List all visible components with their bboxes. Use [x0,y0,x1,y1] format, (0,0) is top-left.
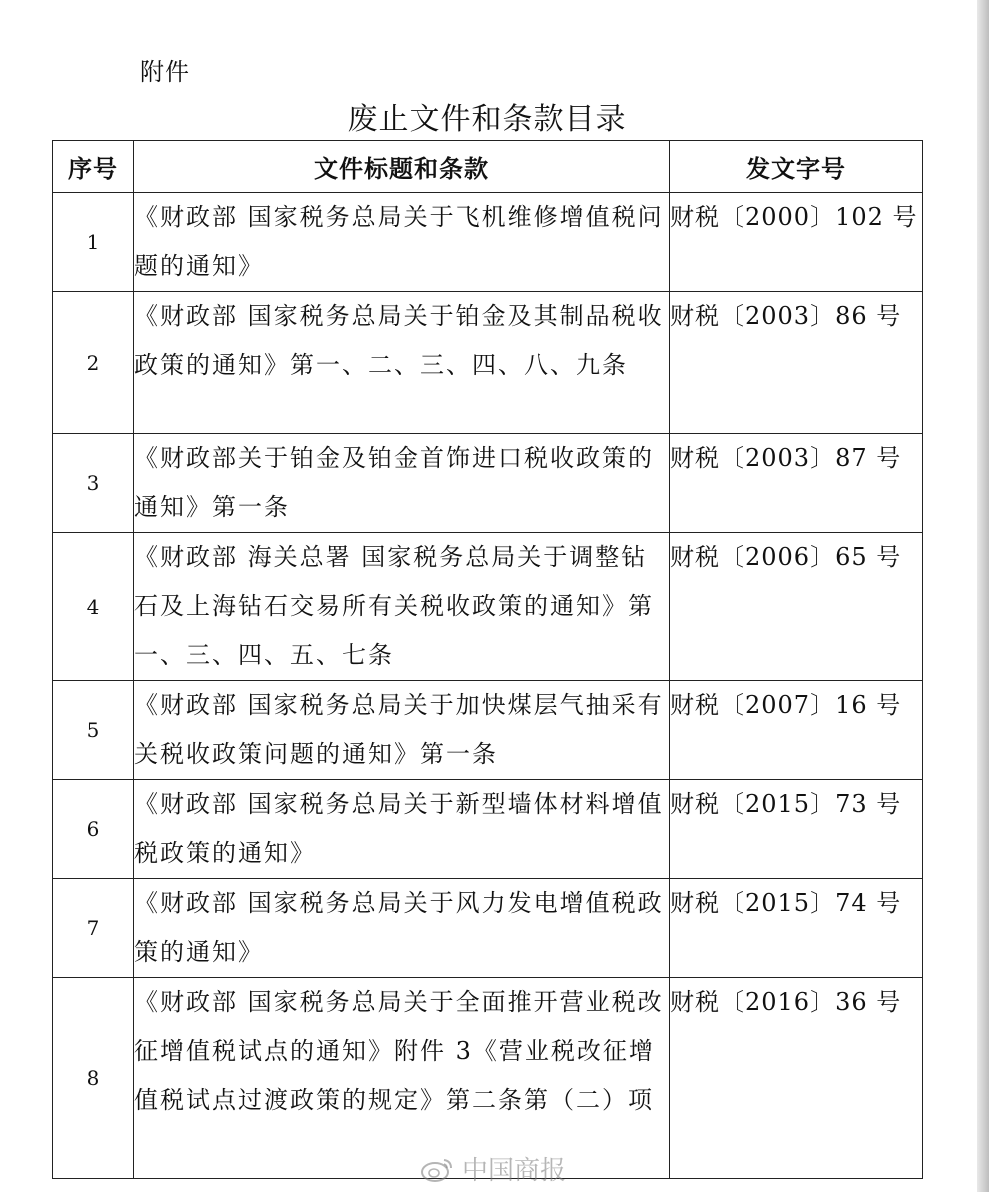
row-doc-no: 财税〔2006〕65 号 [670,533,923,681]
row-title: 《财政部 国家税务总局关于加快煤层气抽采有关税收政策问题的通知》第一条 [134,681,670,780]
row-title: 《财政部 国家税务总局关于风力发电增值税政策的通知》 [134,879,670,978]
row-title: 《财政部 国家税务总局关于全面推开营业税改征增值税试点的通知》附件 3《营业税改征增值税试点过渡政策的规定》第二条第（二）项 [134,978,670,1179]
table-row [53,879,923,978]
table-row [53,434,923,533]
row-seq: 1 [53,193,134,292]
row-doc-no: 财税〔2003〕86 号 [670,292,923,434]
page-edge-shadow [977,0,989,1192]
row-doc-no: 财税〔2016〕36 号 [670,978,923,1179]
row-seq: 5 [53,681,134,780]
row-seq: 4 [53,533,134,681]
table-row [53,292,923,434]
document-title: 废止文件和条款目录 [347,102,627,137]
row-title: 《财政部 国家税务总局关于飞机维修增值税问题的通知》 [134,193,670,292]
row-title: 《财政部 国家税务总局关于新型墙体材料增值税政策的通知》 [134,780,670,879]
header-title: 文件标题和条款 [134,141,670,193]
table-row [53,533,923,681]
row-title: 《财政部 海关总署 国家税务总局关于调整钻石及上海钻石交易所有关税收政策的通知》第一、三、四、五、七条 [134,533,670,681]
row-seq: 8 [53,978,134,1179]
row-doc-no: 财税〔2015〕74 号 [670,879,923,978]
attachment-label: 附件 [140,58,190,86]
table-row [53,681,923,780]
repealed-documents-table [52,140,923,1179]
row-doc-no: 财税〔2007〕16 号 [670,681,923,780]
header-doc-no: 发文字号 [670,141,923,193]
table-row [53,978,923,1179]
watermark [420,1150,566,1187]
row-doc-no: 财税〔2003〕87 号 [670,434,923,533]
table-row [53,780,923,879]
row-doc-no: 财税〔2015〕73 号 [670,780,923,879]
row-seq: 2 [53,292,134,434]
watermark-text: 中国商报 [462,1156,567,1186]
row-title: 《财政部 国家税务总局关于铂金及其制品税收政策的通知》第一、二、三、四、八、九条 [134,292,670,434]
table-row [53,193,923,292]
row-seq: 7 [53,879,134,978]
row-seq: 3 [53,434,134,533]
row-doc-no: 财税〔2000〕102 号 [670,193,923,292]
row-seq: 6 [53,780,134,879]
header-seq: 序号 [53,141,134,193]
weibo-icon [420,1156,454,1182]
table-header-row [53,141,923,193]
row-title: 《财政部关于铂金及铂金首饰进口税收政策的通知》第一条 [134,434,670,533]
